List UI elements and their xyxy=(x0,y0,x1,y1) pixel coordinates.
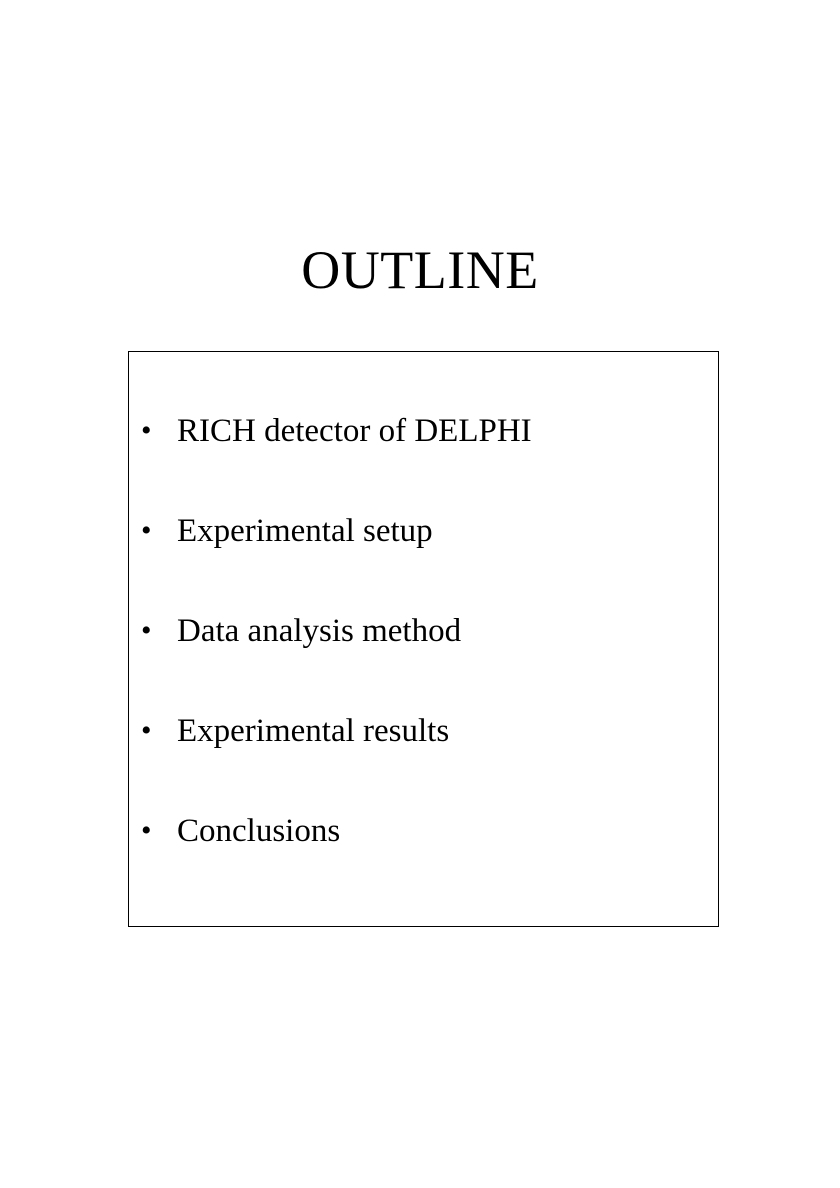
list-item xyxy=(129,610,718,710)
outline-box xyxy=(128,351,719,927)
outline-list xyxy=(129,410,718,910)
list-item xyxy=(129,810,718,910)
list-item-label: RICH detector of DELPHI xyxy=(177,413,532,449)
list-item xyxy=(129,710,718,810)
list-item xyxy=(129,510,718,610)
bullet-icon: • xyxy=(141,814,152,847)
list-item-label: Conclusions xyxy=(177,813,341,849)
list-item-label: Experimental setup xyxy=(177,513,433,549)
page-title: OUTLINE xyxy=(301,240,539,300)
bullet-icon: • xyxy=(141,514,152,547)
list-item-label: Data analysis method xyxy=(177,613,462,649)
list-item-label: Experimental results xyxy=(177,713,450,749)
list-item xyxy=(129,410,718,510)
bullet-icon: • xyxy=(141,714,152,747)
bullet-icon: • xyxy=(141,614,152,647)
bullet-icon: • xyxy=(141,414,152,447)
